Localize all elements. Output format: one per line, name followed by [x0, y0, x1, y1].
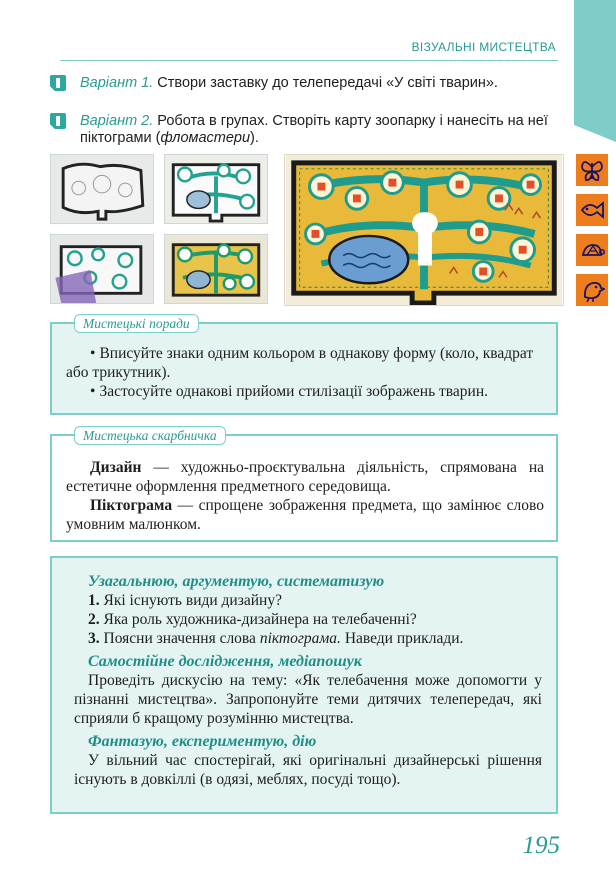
glossary-entry — [66, 458, 544, 496]
research-text: Проведіть дискусію на тему: «Як телебачення може допомогти у пізнанні мистецтва». Запропонуйте теми дитячих телепередач, які сприяли б кращому розумінню мистецтва. — [74, 672, 542, 727]
variant-label: Варіант 2. — [80, 113, 154, 129]
question-text: Які існують види дизайну? — [99, 592, 282, 609]
zoo-map-figures — [50, 154, 560, 306]
glossary-term: Дизайн — [90, 459, 142, 476]
turtle-icon — [576, 234, 608, 266]
question-item — [74, 629, 542, 648]
treasury-box-body — [52, 436, 556, 534]
summary-box — [50, 556, 558, 814]
task-marker-icon — [50, 75, 66, 91]
header-rule — [60, 60, 558, 61]
task-variant-1-text — [80, 75, 560, 92]
glossary-definition: — художньо-проєктувальна діяльність, спрямована на естетичне оформлення предметного середовища. — [66, 459, 544, 495]
zoo-map-final — [284, 154, 564, 306]
pictogram-column — [576, 154, 612, 314]
question-text: Яка роль художника-дизайнера на телебаченні? — [99, 611, 417, 628]
question-text-end: Наведи приклади. — [340, 630, 464, 647]
question-term: піктограма. — [259, 630, 341, 647]
map-sketch-step-1 — [50, 154, 154, 224]
fantasy-text: У вільний час спостерігай, які оригінальні дизайнерські рішення існують в довкіллі (в одязі, меблях, посуді тощо). — [74, 752, 542, 788]
treasury-box-label: Мистецька скарбничка — [74, 426, 226, 445]
treasury-box — [50, 428, 558, 542]
task-variant-2-text — [80, 113, 560, 147]
section-title-generalize: Узагальнюю, аргументую, систематизую — [88, 573, 385, 590]
tips-box — [50, 316, 558, 415]
glossary-term: Піктограма — [90, 497, 173, 514]
task-variant-1 — [50, 75, 560, 92]
tip-item: • Застосуйте однакові прийоми стилізації зображень тварин. — [90, 383, 489, 400]
task-variant-2 — [50, 113, 560, 147]
map-sketch-step-4 — [164, 234, 268, 304]
butterfly-icon — [576, 154, 608, 186]
summary-box-body — [52, 558, 556, 789]
bird-icon — [576, 274, 608, 306]
page-number: 195 — [522, 832, 560, 859]
tip-item-text: Вписуйте знаки одним кольором в однакову форму (коло, квадрат або трикутник). — [66, 345, 534, 381]
tip-item-text: Застосуйте однакові прийоми стилізації зображень тварин. — [99, 383, 489, 400]
question-number: 2. — [88, 611, 100, 628]
fish-icon — [576, 194, 608, 226]
materials-text: фломастери — [160, 130, 251, 146]
corner-tab — [574, 0, 616, 142]
tip-item: • Вписуйте знаки одним кольором в однакову форму (коло, квадрат або трикутник). — [66, 345, 534, 381]
question-number: 3. — [88, 630, 100, 647]
question-item — [74, 591, 542, 610]
tips-box-body — [52, 324, 556, 401]
task-marker-icon — [50, 113, 66, 129]
question-item — [74, 610, 542, 629]
section-title-fantasy: Фантазую, експериментую, дію — [88, 733, 317, 750]
variant-text-end: ). — [250, 130, 259, 146]
question-text: Поясни значення слова — [99, 630, 260, 647]
variant-text: Створи заставку до телепередачі «У світі тварин». — [153, 75, 498, 91]
question-number: 1. — [88, 592, 100, 609]
variant-text: Робота в групах. Створіть карту зоопарку і нанесіть на неї піктограми ( — [80, 113, 548, 146]
running-head: ВІЗУАЛЬНІ МИСТЕЦТВА — [411, 40, 556, 54]
variant-label: Варіант 1. — [80, 75, 154, 91]
map-sketch-step-3 — [50, 234, 154, 304]
section-title-research: Самостійне дослідження, медіапошук — [88, 653, 362, 670]
tips-box-label: Мистецькі поради — [74, 314, 199, 333]
glossary-definition: — спрощене зображення предмета, що замінює слово умовним малюнком. — [66, 497, 544, 533]
map-sketch-step-2 — [164, 154, 268, 224]
glossary-entry — [66, 496, 544, 534]
